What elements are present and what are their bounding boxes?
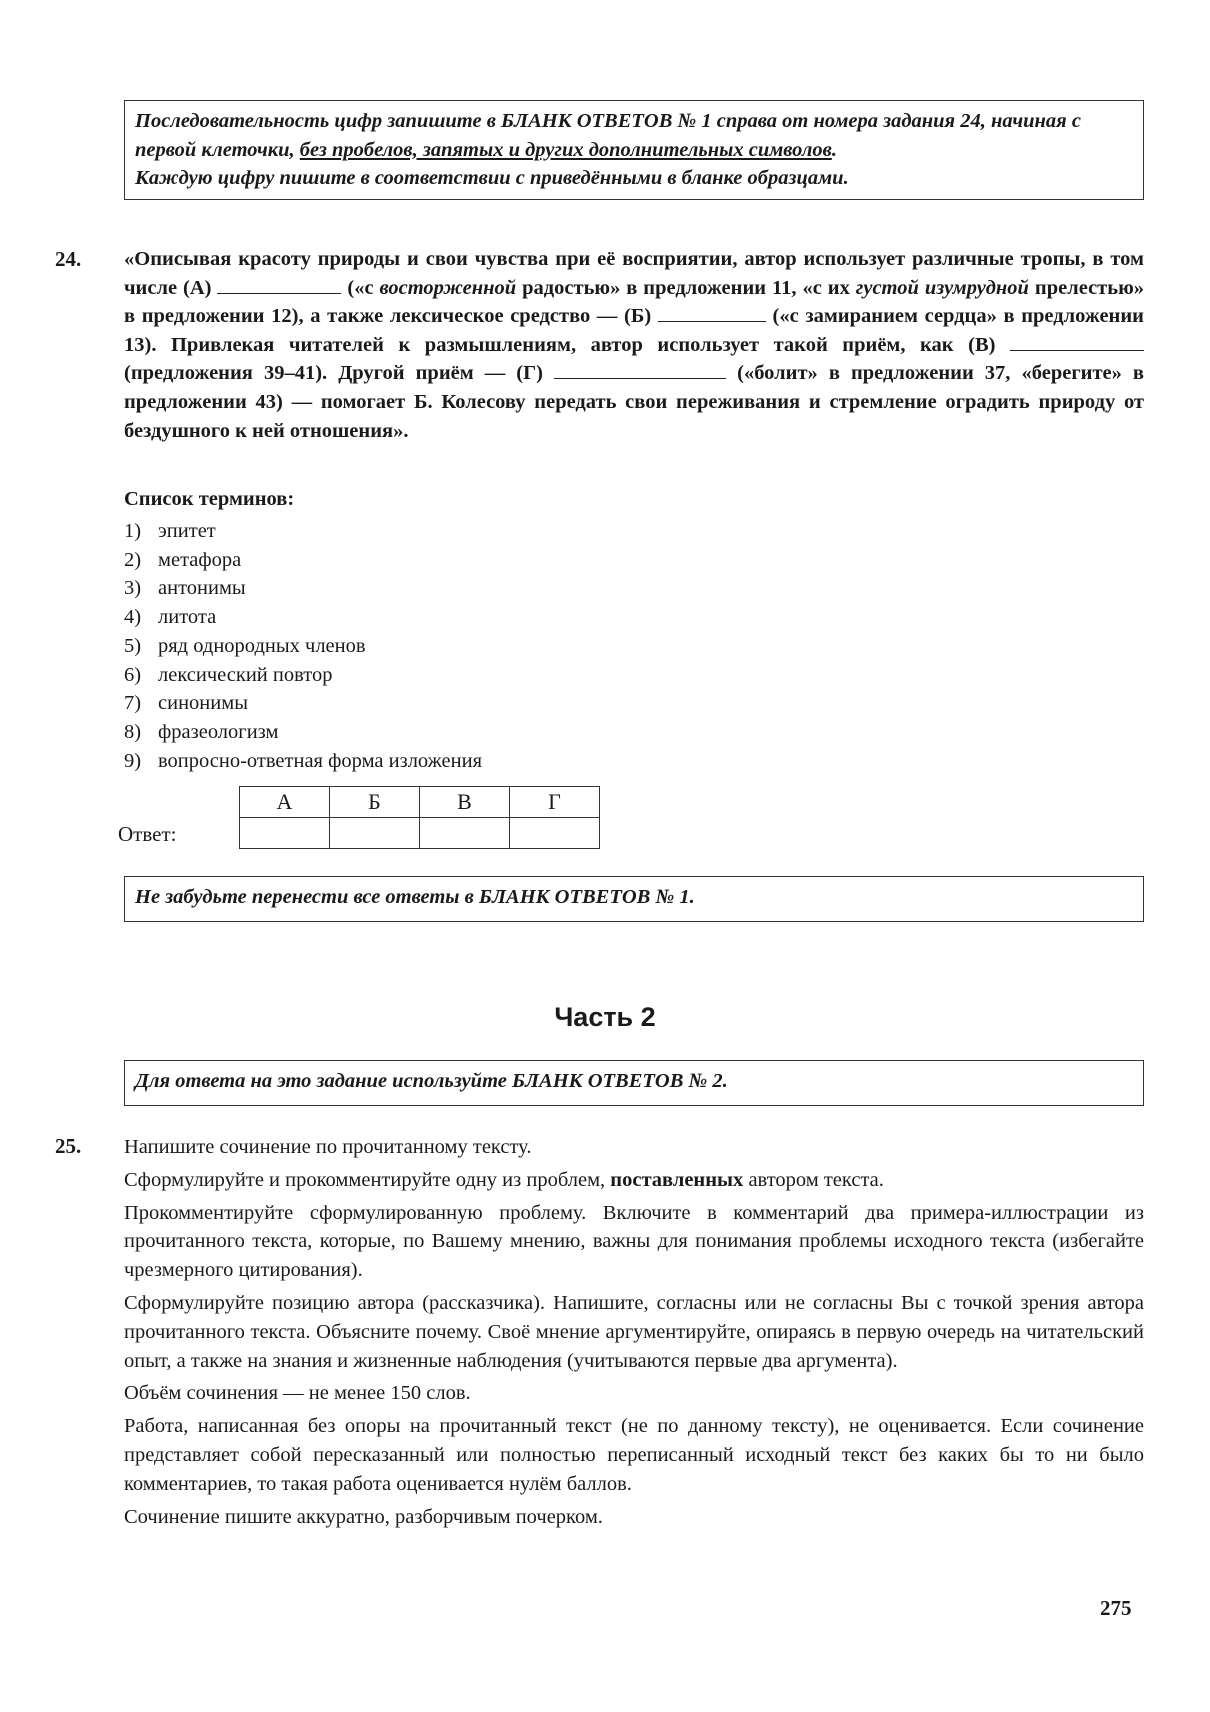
blank-a [217,275,341,294]
task-25-p5: Объём сочинения — не менее 150 слов. [124,1382,471,1405]
term-item: 1) эпитет [124,520,216,542]
terms-list [124,517,482,775]
part-2-box-text: Для ответа на это задание используйте БЛАНК ОТВЕТОВ № 2. [135,1070,728,1092]
blank-g [554,360,726,379]
term-item: 7) синонимы [124,692,248,715]
answer-header-v: В [420,787,510,818]
term-item: 5) ряд однородных членов [124,634,366,657]
task-24-text: «Описывая красоту природы и свои чувства при её восприятии, автор использует различные тропы, в том числе (А) («с восторженной радостью» в предложении 11, «с их густой изумрудной прелестью» в предложении 12), а также лексическое средство — (Б) («с замиранием сердца» в предложении 13). Привлекая читателей к размышлениям, автор использует такой приём, как (В) (предложения 39–41). Другой приём — (Г) («болит» в предложении 37, «берегите» в предложении 43) — помогает Б. Колесову передать свои переживания и стремление оградить природу от бездушного к ней отношения». [124,248,1144,442]
answer-cell-g[interactable] [510,818,600,849]
part-2-title: Часть 2 [554,1002,656,1032]
term-item: 6) лексический повтор [124,663,333,686]
task-25-p4: Сформулируйте позицию автора (рассказчика). Напишите, согласны или не согласны Вы с точкой зрения автора прочитанного текста. Объясните почему. Своё мнение аргументируйте, опираясь в первую очередь на читательский опыт, а также на знания и жизненные наблюдения (учитываются первые два аргумента). [124,1291,1144,1372]
page-number: 275 [1100,1596,1132,1620]
instruction-line-1: Последовательность цифр запишите в БЛАНК ОТВЕТОВ № 1 справа от номера задания 24, начиная с первой клеточки, без пробелов, запятых и других дополнительных символов. [135,110,1081,161]
reminder-text: Не забудьте перенести все ответы в БЛАНК ОТВЕТОВ № 1. [135,886,695,908]
term-item: 2) метафора [124,548,242,571]
answer-cell-a[interactable] [240,818,330,849]
term-item: 8) фразеологизм [124,720,279,743]
term-item: 4) литота [124,606,217,629]
terms-title: Список терминов: [124,488,295,510]
answer-header-a: А [240,787,330,818]
answer-table [239,786,600,849]
task-25-p6: Работа, написанная без опоры на прочитанный текст (не по данному тексту), не оценивается. Если сочинение представляет собой пересказанный или полностью переписанный исходный текст без каких бы то ни было комментариев, то такая работа оценивается нулём баллов. [124,1415,1144,1495]
task-25-text [124,1133,1144,1535]
reminder-box [124,876,1144,922]
instruction-line-2: Каждую цифру пишите в соответствии с приведёнными в бланке образцами. [135,167,849,189]
term-item: 9) вопросно-ответная форма изложения [124,749,483,772]
instruction-box [124,100,1144,200]
answer-header-g: Г [510,787,600,818]
blank-v [1010,332,1144,351]
answer-header-b: Б [330,787,420,818]
part-2-box [124,1060,1144,1106]
task-25-p1: Напишите сочинение по прочитанному тексту. [124,1136,532,1158]
answer-cell-v[interactable] [420,818,510,849]
task-24-number: 24. [55,247,82,271]
task-25-p3: Прокомментируйте сформулированную проблему. Включите в комментарий два примера-иллюстрации из прочитанного текста, которые, по Вашему мнению, важны для понимания проблемы исходного текста (избегайте чрезмерного цитирования). [124,1201,1144,1282]
task-25-number: 25. [55,1134,82,1158]
task-25-p7: Сочинение пишите аккуратно, разборчивым почерком. [124,1505,603,1528]
blank-b [658,303,766,322]
answer-cell-b[interactable] [330,818,420,849]
term-item: 3) антонимы [124,577,246,600]
instruction-underlined: без пробелов, запятых и других дополнительных символов [299,138,832,161]
task-25-p2: Сформулируйте и прокомментируйте одну из проблем, поставленных автором текста. [124,1168,884,1191]
answer-label: Ответ: [118,822,177,846]
